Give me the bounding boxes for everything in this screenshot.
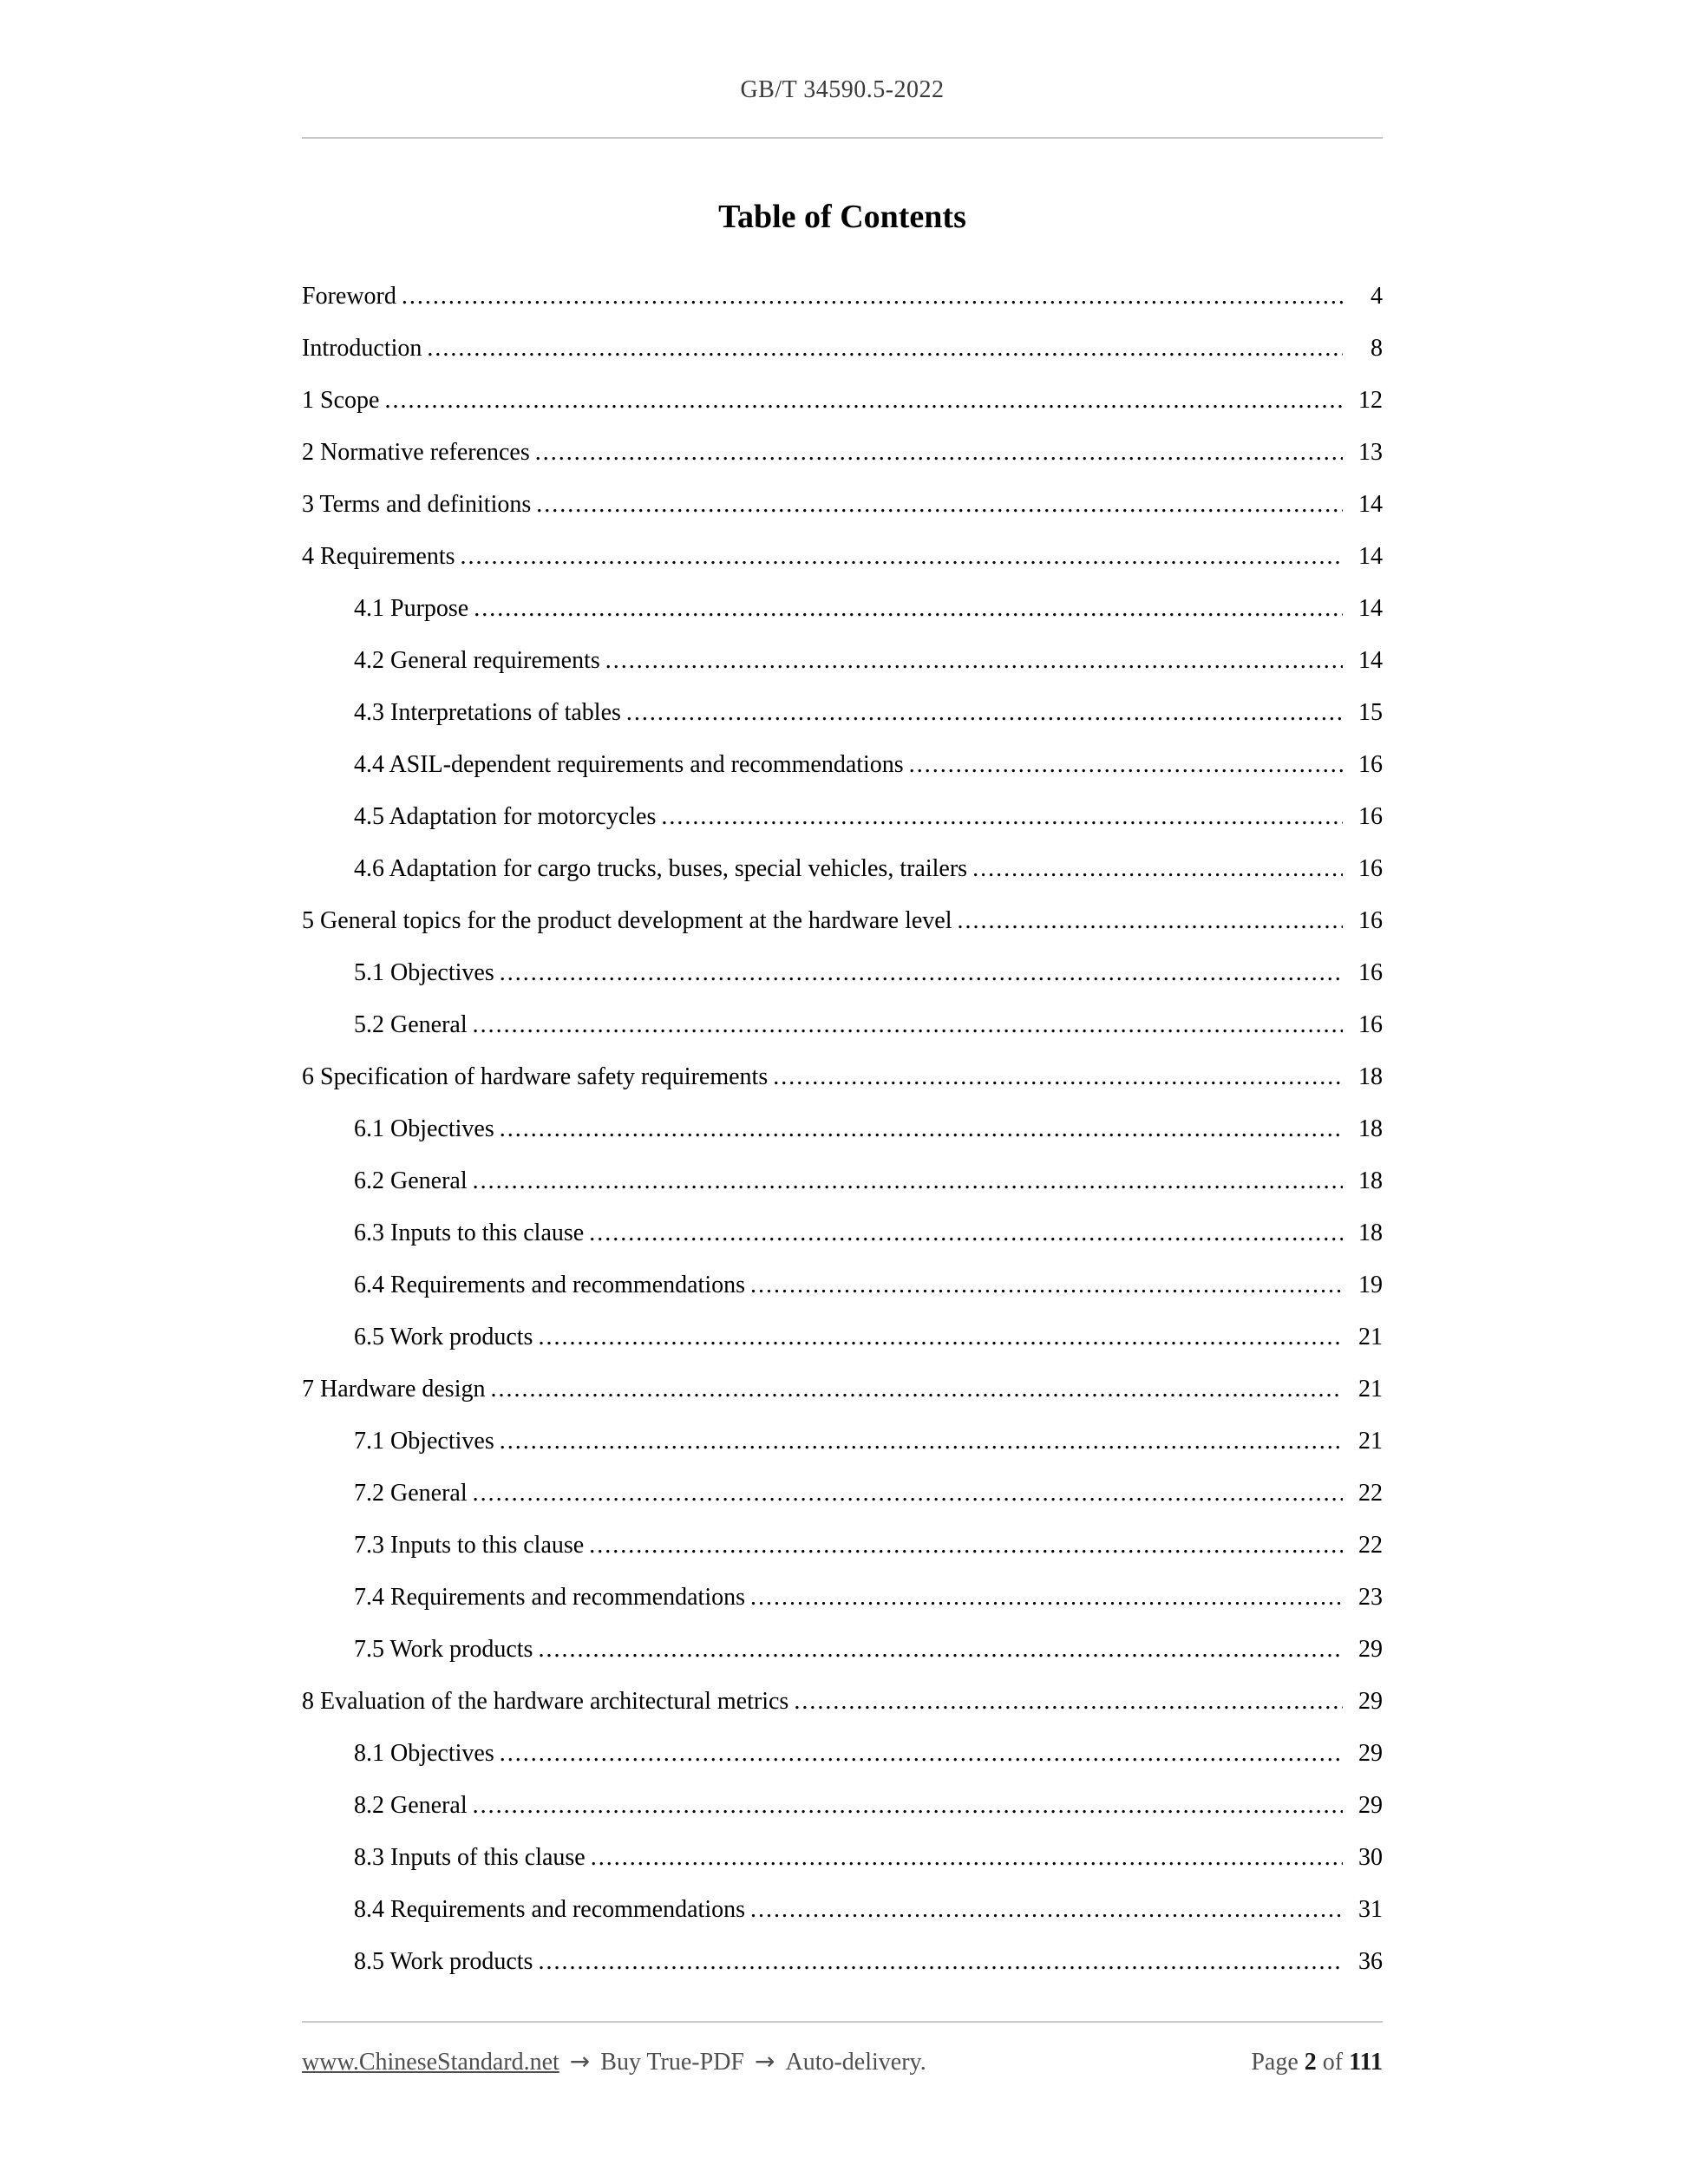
toc-entry-page: 16 xyxy=(1358,803,1383,830)
toc-entry-page: 18 xyxy=(1358,1063,1383,1090)
toc-entry[interactable] xyxy=(302,489,1383,520)
toc-entry[interactable] xyxy=(302,593,1383,624)
toc-entry-label: 4.3 Interpretations of tables xyxy=(354,699,621,726)
toc-dot-leader xyxy=(589,1530,1343,1561)
toc-entry[interactable] xyxy=(302,1010,1383,1041)
toc-entry-page: 18 xyxy=(1358,1115,1383,1142)
toc-entry[interactable] xyxy=(302,1894,1383,1926)
toc-entry[interactable] xyxy=(302,853,1383,885)
toc-entry-page: 23 xyxy=(1358,1584,1383,1611)
toc-entry-label: 6.3 Inputs to this clause xyxy=(354,1220,585,1246)
toc-dot-leader xyxy=(909,749,1343,781)
toc-dot-leader xyxy=(461,541,1343,572)
toc-entry[interactable] xyxy=(302,1218,1383,1249)
toc-entry[interactable] xyxy=(302,1686,1383,1717)
toc-entry-label: 7.5 Work products xyxy=(354,1636,533,1663)
toc-dot-leader xyxy=(750,1270,1343,1301)
footer-divider xyxy=(302,2021,1383,2023)
toc-dot-leader xyxy=(535,437,1343,468)
toc-entry-page: 19 xyxy=(1358,1272,1383,1298)
arrow-icon: → xyxy=(755,2047,775,2076)
toc-dot-leader xyxy=(500,1738,1343,1769)
toc-entry[interactable] xyxy=(302,1738,1383,1769)
toc-title: Table of Contents xyxy=(718,199,966,235)
toc-dot-leader xyxy=(474,593,1343,624)
toc-dot-leader xyxy=(750,1894,1343,1926)
toc-entry-label: 8.2 General xyxy=(354,1792,468,1819)
toc-entry[interactable] xyxy=(302,1426,1383,1457)
toc-entry[interactable] xyxy=(302,1166,1383,1197)
toc-entry-page: 16 xyxy=(1358,959,1383,986)
toc-dot-leader xyxy=(538,1634,1343,1665)
toc-entry-page: 14 xyxy=(1358,491,1383,518)
toc-entry-label: Foreword xyxy=(302,283,396,310)
toc-entry[interactable] xyxy=(302,1322,1383,1353)
toc-entry-label: 7 Hardware design xyxy=(302,1376,486,1403)
toc-entry-page: 14 xyxy=(1358,595,1383,622)
toc-entry[interactable] xyxy=(302,1114,1383,1145)
toc-dot-leader xyxy=(538,1946,1343,1978)
chinesestandard-link[interactable]: www.ChineseStandard.net xyxy=(302,2049,559,2076)
header-divider xyxy=(302,137,1383,139)
toc-dot-leader xyxy=(750,1582,1343,1613)
toc-dot-leader xyxy=(605,645,1343,677)
toc-dot-leader xyxy=(589,1218,1343,1249)
toc-entry[interactable] xyxy=(302,385,1383,416)
toc-entry-page: 12 xyxy=(1358,387,1383,414)
toc-entry[interactable] xyxy=(302,1530,1383,1561)
toc-entry[interactable] xyxy=(302,281,1383,312)
toc-dot-leader xyxy=(490,1374,1343,1405)
toc-entry-page: 36 xyxy=(1358,1948,1383,1975)
toc-entry-label: 2 Normative references xyxy=(302,439,530,466)
toc-entry[interactable] xyxy=(302,958,1383,989)
toc-entry[interactable] xyxy=(302,801,1383,833)
toc-entry-page: 16 xyxy=(1358,1011,1383,1038)
toc-dot-leader xyxy=(591,1842,1343,1873)
toc-entry-page: 30 xyxy=(1358,1844,1383,1871)
toc-dot-leader xyxy=(402,281,1343,312)
toc-list xyxy=(302,281,1383,1978)
toc-entry[interactable] xyxy=(302,1790,1383,1821)
toc-entry-page: 21 xyxy=(1358,1324,1383,1350)
toc-entry[interactable] xyxy=(302,1946,1383,1978)
toc-entry-label: 6.2 General xyxy=(354,1167,468,1194)
toc-entry-label: 4 Requirements xyxy=(302,543,455,570)
toc-dot-leader xyxy=(661,801,1343,833)
toc-entry-page: 22 xyxy=(1358,1532,1383,1559)
toc-entry-page: 16 xyxy=(1358,751,1383,778)
toc-entry-label: Introduction xyxy=(302,335,422,362)
toc-entry[interactable] xyxy=(302,1842,1383,1873)
arrow-icon: → xyxy=(569,2047,591,2076)
toc-entry-label: 8.3 Inputs of this clause xyxy=(354,1844,586,1871)
toc-entry-page: 29 xyxy=(1358,1740,1383,1767)
toc-entry-page: 16 xyxy=(1358,855,1383,882)
toc-entry-label: 6.4 Requirements and recommendations xyxy=(354,1272,745,1298)
toc-entry-label: 8.5 Work products xyxy=(354,1948,533,1975)
toc-entry-page: 13 xyxy=(1358,439,1383,466)
total-page-count: 111 xyxy=(1349,2049,1383,2076)
toc-entry-page: 15 xyxy=(1358,699,1383,726)
toc-entry-label: 5.2 General xyxy=(354,1011,468,1038)
toc-dot-leader xyxy=(473,1478,1343,1509)
toc-entry[interactable] xyxy=(302,1062,1383,1093)
toc-entry-label: 6.1 Objectives xyxy=(354,1115,494,1142)
auto-delivery-text: Auto-delivery. xyxy=(785,2049,926,2076)
toc-entry[interactable] xyxy=(302,1478,1383,1509)
toc-entry-page: 21 xyxy=(1358,1376,1383,1403)
toc-dot-leader xyxy=(957,906,1343,937)
toc-entry-label: 1 Scope xyxy=(302,387,380,414)
toc-dot-leader xyxy=(384,385,1343,416)
toc-dot-leader xyxy=(500,1114,1343,1145)
toc-entry-page: 14 xyxy=(1358,543,1383,570)
toc-entry-page: 29 xyxy=(1358,1636,1383,1663)
toc-entry[interactable] xyxy=(302,1374,1383,1405)
toc-entry-label: 8 Evaluation of the hardware architectural metrics xyxy=(302,1688,789,1715)
toc-entry[interactable] xyxy=(302,697,1383,729)
toc-entry[interactable] xyxy=(302,541,1383,572)
toc-entry-label: 4.6 Adaptation for cargo trucks, buses, special vehicles, trailers xyxy=(354,855,968,882)
toc-entry-label: 7.3 Inputs to this clause xyxy=(354,1532,585,1559)
footer-promo xyxy=(302,2047,926,2076)
toc-entry[interactable] xyxy=(302,1582,1383,1613)
toc-entry-page: 4 xyxy=(1371,283,1383,310)
toc-entry-label: 7.4 Requirements and recommendations xyxy=(354,1584,745,1611)
toc-entry-label: 4.2 General requirements xyxy=(354,647,600,674)
toc-entry[interactable] xyxy=(302,749,1383,781)
toc-entry-page: 14 xyxy=(1358,647,1383,674)
toc-entry-label: 4.5 Adaptation for motorcycles xyxy=(354,803,657,830)
toc-dot-leader xyxy=(500,1426,1343,1457)
toc-dot-leader xyxy=(473,1166,1343,1197)
toc-dot-leader xyxy=(500,958,1343,989)
toc-entry-page: 18 xyxy=(1358,1167,1383,1194)
toc-dot-leader xyxy=(536,489,1343,520)
toc-dot-leader xyxy=(972,853,1343,885)
toc-entry-label: 5 General topics for the product development at the hardware level xyxy=(302,907,952,934)
toc-entry-label: 6 Specification of hardware safety requirements xyxy=(302,1063,769,1090)
toc-entry-label: 4.4 ASIL-dependent requirements and recommendations xyxy=(354,751,904,778)
toc-dot-leader xyxy=(473,1010,1343,1041)
toc-dot-leader xyxy=(427,333,1343,364)
page-indicator xyxy=(1251,2049,1383,2076)
document-number: GB/T 34590.5-2022 xyxy=(740,76,945,103)
toc-entry-page: 18 xyxy=(1358,1220,1383,1246)
toc-entry-label: 7.2 General xyxy=(354,1480,468,1507)
buy-true-pdf-text: Buy True-PDF xyxy=(600,2049,744,2076)
toc-entry-page: 16 xyxy=(1358,907,1383,934)
toc-entry-page: 29 xyxy=(1358,1688,1383,1715)
toc-dot-leader xyxy=(794,1686,1343,1717)
page-prefix-text: Page xyxy=(1251,2049,1299,2076)
toc-entry-page: 31 xyxy=(1358,1896,1383,1923)
toc-entry-label: 3 Terms and definitions xyxy=(302,491,532,518)
toc-dot-leader xyxy=(626,697,1343,729)
toc-entry-page: 8 xyxy=(1371,335,1383,362)
toc-dot-leader xyxy=(773,1062,1343,1093)
toc-entry[interactable] xyxy=(302,1270,1383,1301)
toc-entry[interactable] xyxy=(302,437,1383,468)
toc-entry-page: 29 xyxy=(1358,1792,1383,1819)
current-page-number: 2 xyxy=(1304,2049,1317,2076)
page-footer xyxy=(302,2047,1383,2076)
toc-entry-label: 8.1 Objectives xyxy=(354,1740,494,1767)
toc-entry-label: 5.1 Objectives xyxy=(354,959,494,986)
toc-entry-label: 7.1 Objectives xyxy=(354,1428,494,1455)
toc-entry-page: 21 xyxy=(1358,1428,1383,1455)
toc-entry[interactable] xyxy=(302,333,1383,364)
toc-entry-label: 6.5 Work products xyxy=(354,1324,533,1350)
page-of-text: of xyxy=(1322,2049,1344,2076)
toc-entry-label: 8.4 Requirements and recommendations xyxy=(354,1896,745,1923)
toc-dot-leader xyxy=(473,1790,1343,1821)
toc-entry[interactable] xyxy=(302,645,1383,677)
toc-entry-page: 22 xyxy=(1358,1480,1383,1507)
toc-dot-leader xyxy=(538,1322,1343,1353)
toc-entry-label: 4.1 Purpose xyxy=(354,595,469,622)
toc-entry[interactable] xyxy=(302,1634,1383,1665)
toc-entry[interactable] xyxy=(302,906,1383,937)
